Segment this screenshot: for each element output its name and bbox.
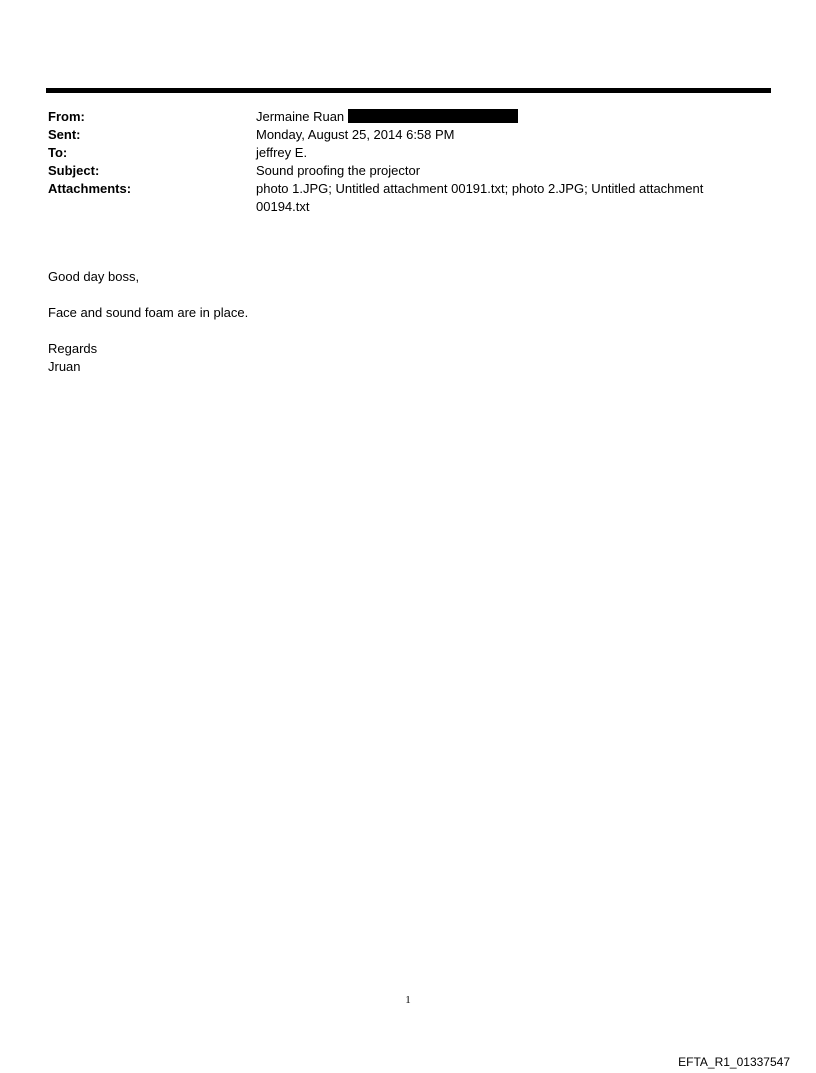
sent-row <box>48 126 748 144</box>
greeting: Good day boss, <box>48 269 140 284</box>
bates-number: EFTA_R1_01337547 <box>678 1055 790 1069</box>
sent-label: Sent: <box>48 127 81 142</box>
from-label: From: <box>48 109 85 124</box>
email-body <box>48 268 648 376</box>
to-label: To: <box>48 145 68 160</box>
attachments-value: photo 1.JPG; Untitled attachment 00191.txt; photo 2.JPG; Untitled attachment 00194.txt <box>256 181 704 214</box>
subject-row <box>48 162 748 180</box>
redaction-bar <box>348 109 518 123</box>
from-value <box>256 108 748 126</box>
attachments-row <box>48 180 748 216</box>
subject-value: Sound proofing the projector <box>256 163 421 178</box>
page-number: 1 <box>405 994 411 1006</box>
signature: Jruan <box>48 359 81 374</box>
from-name: Jermaine Ruan <box>256 109 345 124</box>
header-divider <box>46 88 771 93</box>
email-header <box>48 108 748 216</box>
sent-value: Monday, August 25, 2014 6:58 PM <box>256 127 455 142</box>
closing: Regards <box>48 341 98 356</box>
from-row <box>48 108 748 126</box>
attachments-label: Attachments: <box>48 181 132 196</box>
to-value: jeffrey E. <box>256 145 308 160</box>
to-row <box>48 144 748 162</box>
message-line: Face and sound foam are in place. <box>48 305 249 320</box>
subject-label: Subject: <box>48 163 100 178</box>
